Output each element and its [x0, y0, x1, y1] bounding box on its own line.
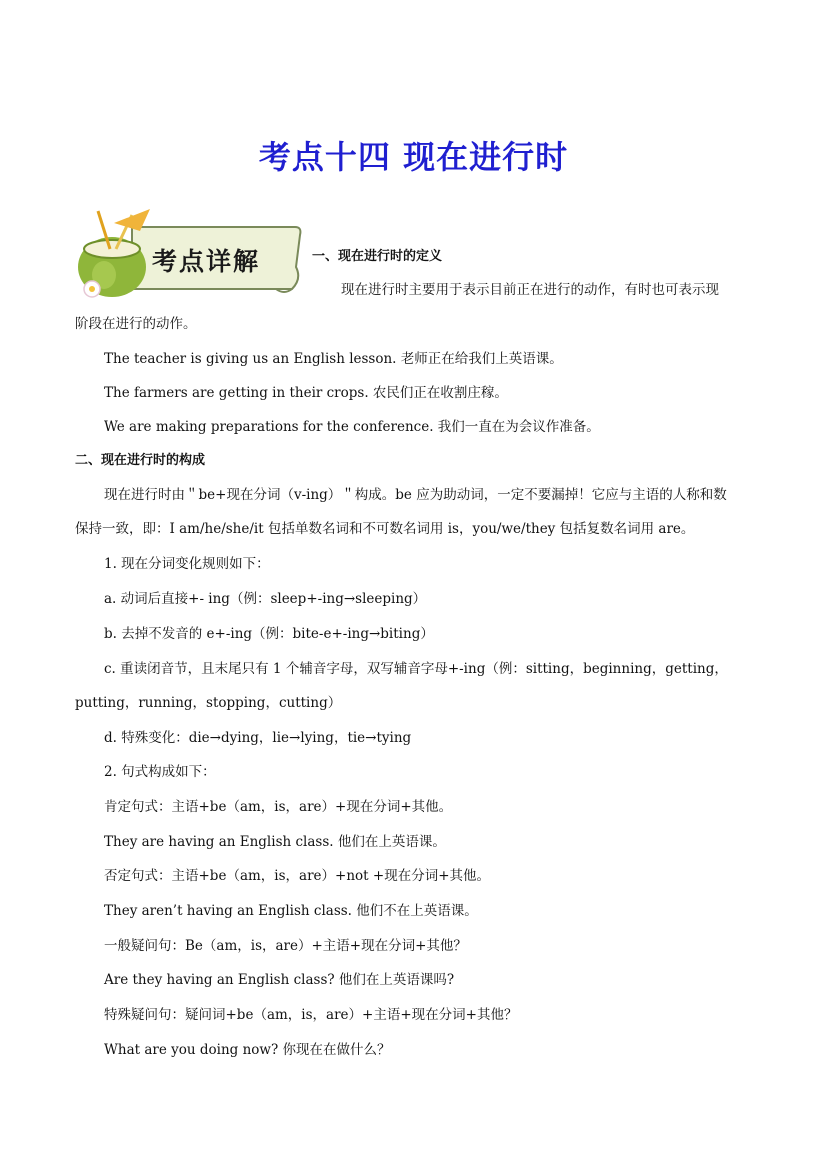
banner-label: 考点详解	[152, 247, 261, 276]
list-item: b. 去掉不发音的 e+-ing（例：bite-e+-ing→biting）	[104, 626, 434, 642]
example-line: We are making preparations for the conference. 我们一直在为会议作准备。	[104, 419, 600, 435]
section-heading-definition: 一、现在进行时的定义	[312, 249, 443, 264]
paragraph-line: 现在进行时主要用于表示目前正在进行的动作，有时也可表示现	[341, 282, 719, 298]
section-heading-structure: 二、现在进行时的构成	[75, 453, 206, 468]
paragraph-line: 阶段在进行的动作。	[75, 316, 197, 332]
paragraph-line: 保持一致，即：I am/he/she/it 包括单数名词和不可数名词用 is，you/we/they 包括复数名词用 are。	[75, 521, 695, 537]
list-heading: 1. 现在分词变化规则如下：	[104, 556, 270, 572]
example-line: They are having an English class. 他们在上英语课。	[104, 834, 446, 850]
sentence-pattern: 肯定句式：主语+be（am，is，are）+现在分词+其他。	[104, 799, 453, 815]
example-line: The farmers are getting in their crops. 农民们正在收割庄稼。	[104, 385, 508, 401]
list-item-continued: putting，running，stopping，cutting）	[75, 695, 342, 711]
list-heading: 2. 句式构成如下：	[104, 764, 216, 780]
example-line: What are you doing now? 你现在在做什么？	[104, 1042, 391, 1058]
list-item: a. 动词后直接+- ing（例：sleep+-ing→sleeping）	[104, 591, 427, 607]
list-item: d. 特殊变化：die→dying，lie→lying，tie→tying	[104, 730, 412, 746]
paragraph-line: 现在进行时由＂be+现在分词（v-ing）＂构成。be 应为助动词，一定不要漏掉！它应与主语的人称和数	[104, 487, 727, 503]
sentence-pattern: 一般疑问句：Be（am，is，are）+主语+现在分词+其他？	[104, 938, 467, 954]
example-line: Are they having an English class? 他们在上英语课吗?	[104, 972, 455, 988]
sentence-pattern: 否定句式：主语+be（am，is，are）+not +现在分词+其他。	[104, 868, 491, 884]
list-item: c. 重读闭音节，且末尾只有 1 个辅音字母，双写辅音字母+-ing（例：sitting，beginning，getting，	[104, 661, 728, 677]
example-line: They aren’t having an English class. 他们不在上英语课。	[104, 903, 478, 919]
page-title: 考点十四 现在进行时	[258, 138, 569, 176]
sentence-pattern: 特殊疑问句：疑问词+be（am，is，are）+主语+现在分词+其他？	[104, 1007, 518, 1023]
example-line: The teacher is giving us an English lesson. 老师正在给我们上英语课。	[104, 351, 563, 367]
